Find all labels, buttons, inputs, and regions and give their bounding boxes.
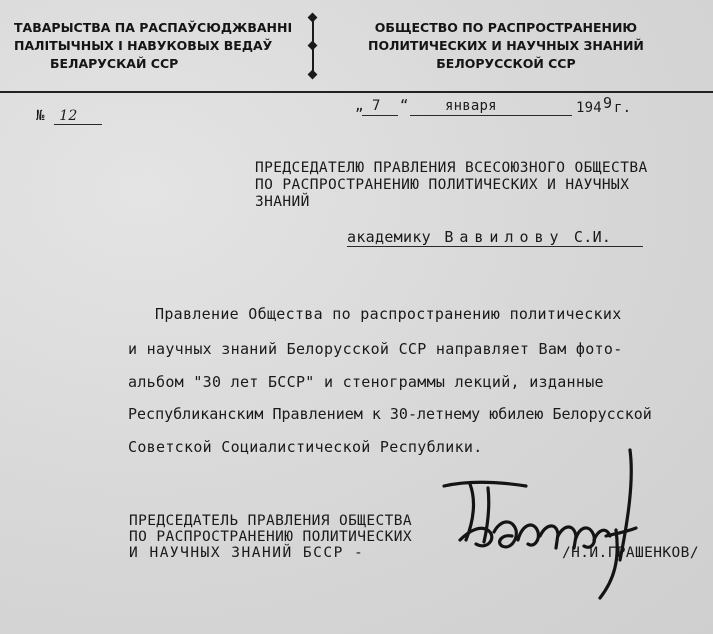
letterhead-left [14, 19, 292, 73]
letterhead-right-line: ПОЛИТИЧЕСКИХ И НАУЧНЫХ ЗНАНИЙ [368, 38, 644, 53]
addressee-block [255, 160, 648, 211]
divider-mid-diamond-icon [308, 41, 318, 51]
body-line-2: и научных знаний Белорусской ССР направляет Вам фото- [128, 340, 623, 358]
date-day: 7 [372, 98, 381, 114]
letterhead-right [368, 19, 644, 73]
letterhead-left-line: ПАЛІТЫЧНЫХ І НАВУКОВЫХ ВЕДАЎ [14, 38, 273, 53]
signature-title-line: И НАУЧНЫХ ЗНАНИЙ БССР - [129, 545, 365, 561]
signer-name: /Н.И.ГРАШЕНКОВ/ [562, 545, 699, 561]
date-year-label: г. [614, 100, 632, 116]
date-close-quote: “ [400, 98, 409, 114]
addressee-initials: С.И. [573, 228, 612, 246]
addressee-surname: Вавилову [444, 228, 565, 246]
signature-title-line: ПРЕДСЕДАТЕЛЬ ПРАВЛЕНИЯ ОБЩЕСТВА [129, 513, 413, 529]
number-value: 12 [59, 108, 78, 124]
date-year-suffix: 9 [603, 94, 613, 112]
addressee-name [347, 228, 611, 246]
letterhead-left-line: БЕЛАРУСКАЙ ССР [50, 56, 179, 71]
signature-title-line: ПО РАСПРОСТРАНЕНИЮ ПОЛИТИЧЕСКИХ [129, 529, 413, 545]
body-line-4: Республиканским Правлением к 30-летнему юбилею Белорусской [128, 405, 652, 423]
addressee-line: ПРЕДСЕДАТЕЛЮ ПРАВЛЕНИЯ ВСЕСОЮЗНОГО ОБЩЕСТВА [255, 160, 648, 176]
body-line-5: Советской Социалистической Республики. [128, 438, 483, 456]
number-label: № [36, 108, 45, 124]
number-underline [54, 124, 102, 125]
date-year-prefix: 194 [576, 100, 602, 116]
body-line-3: альбом "30 лет БССР" и стенограммы лекций, изданные [128, 373, 604, 391]
letterhead-right-line: БЕЛОРУССКОЙ ССР [436, 56, 576, 71]
addressee-line: ПО РАСПРОСТРАНЕНИЮ ПОЛИТИЧЕСКИХ И НАУЧНЫХ [255, 177, 630, 193]
reference-number [36, 108, 78, 124]
handwritten-signature [430, 440, 670, 600]
addressee-line: ЗНАНИЙ [255, 194, 310, 210]
body-line-1: Правление Общества по распространению политических [155, 305, 622, 323]
signature-title-block [129, 513, 412, 561]
divider-top-diamond-icon [308, 13, 318, 23]
addressee-underline [347, 246, 643, 247]
month-underline [410, 115, 572, 116]
letterhead-left-line: ТАВАРЫСТВА ПА РАСПАЎСЮДЖВАННІ [14, 20, 293, 35]
date-month: января [445, 98, 497, 114]
divider-bottom-diamond-icon [308, 70, 318, 80]
addressee-title: академику [347, 228, 431, 246]
date-open-quote: „ [355, 98, 364, 114]
letterhead-rule [0, 91, 713, 93]
letterhead-right-line: ОБЩЕСТВО ПО РАСПРОСТРАНЕНИЮ [374, 20, 638, 35]
day-underline [362, 115, 398, 116]
